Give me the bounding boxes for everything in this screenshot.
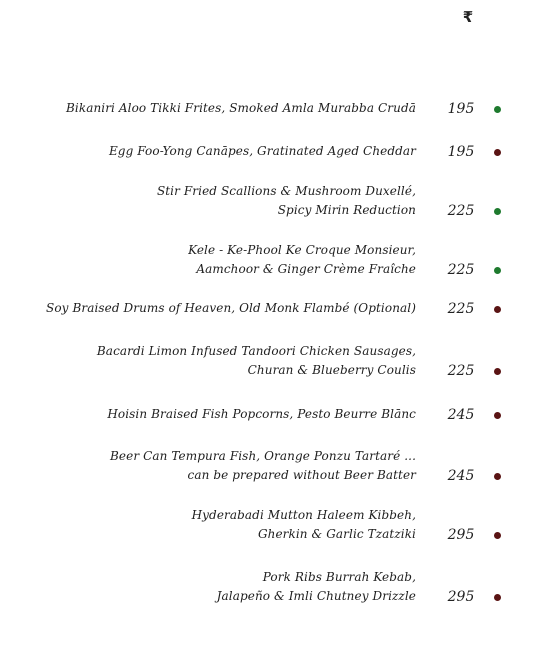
menu-item-name — [16, 241, 416, 279]
menu-item-name-line: Bikaniri Aloo Tikki Frites, Smoked Amla Murabba Crudā — [65, 101, 416, 115]
menu-item-price: 225 — [447, 363, 475, 379]
menu-item-name — [16, 405, 416, 424]
menu-item-name-line: Gherkin & Garlic Tzatziki — [257, 527, 416, 541]
menu-item-name — [16, 506, 416, 544]
menu-item-name-line: Hoisin Braised Fish Popcorns, Pesto Beurre Blānc — [107, 407, 416, 421]
currency-symbol: ₹ — [462, 8, 474, 26]
non-veg-indicator-icon — [494, 532, 501, 539]
menu-item-price: 195 — [447, 144, 475, 160]
non-veg-indicator-icon — [494, 594, 501, 601]
menu-item-name — [16, 142, 416, 161]
menu-item-name-line: Kele - Ke-Phool Ke Croque Monsieur, — [188, 243, 416, 257]
menu-item-name-line: Spicy Mirin Reduction — [277, 203, 416, 217]
menu-item-name — [16, 182, 416, 220]
menu-item-price: 245 — [447, 407, 475, 423]
menu-item-price: 225 — [447, 203, 475, 219]
menu-item-name — [16, 568, 416, 606]
menu-item-price: 195 — [447, 101, 475, 117]
menu-item-name-line: Egg Foo-Yong Canāpes, Gratinated Aged Cheddar — [108, 144, 416, 158]
menu-item-price: 245 — [447, 468, 475, 484]
veg-indicator-icon — [494, 267, 501, 274]
menu-item-name-line: Beer Can Tempura Fish, Orange Ponzu Tartaré ... — [110, 449, 416, 463]
non-veg-indicator-icon — [494, 368, 501, 375]
menu-item-name — [16, 99, 416, 118]
menu-item-name-line: Soy Braised Drums of Heaven, Old Monk Flambé (Optional) — [46, 301, 416, 315]
menu-item-name-line: Pork Ribs Burrah Kebab, — [262, 570, 416, 584]
menu-item-name-line: Stir Fried Scallions & Mushroom Duxellé, — [156, 184, 416, 198]
menu-item-name-line: Hyderabadi Mutton Haleem Kibbeh, — [191, 508, 416, 522]
veg-indicator-icon — [494, 208, 501, 215]
menu-item-price: 225 — [447, 262, 475, 278]
menu-item-name — [16, 299, 416, 318]
menu-item-name — [16, 447, 416, 485]
non-veg-indicator-icon — [494, 306, 501, 313]
non-veg-indicator-icon — [494, 149, 501, 156]
menu-item-name-line: Bacardi Limon Infused Tandoori Chicken Sausages, — [96, 344, 416, 358]
menu-item-name — [16, 342, 416, 380]
menu-item-name-line: Jalapeño & Imli Chutney Drizzle — [216, 589, 416, 603]
menu-item-name-line: can be prepared without Beer Batter — [187, 468, 416, 482]
non-veg-indicator-icon — [494, 473, 501, 480]
menu-item-price: 225 — [447, 301, 475, 317]
menu-item-name-line: Churan & Blueberry Coulis — [247, 363, 416, 377]
menu-item-price: 295 — [447, 589, 475, 605]
non-veg-indicator-icon — [494, 412, 501, 419]
menu-item-name-line: Aamchoor & Ginger Crème Fraîche — [196, 262, 416, 276]
menu-item-price: 295 — [447, 527, 475, 543]
veg-indicator-icon — [494, 106, 501, 113]
